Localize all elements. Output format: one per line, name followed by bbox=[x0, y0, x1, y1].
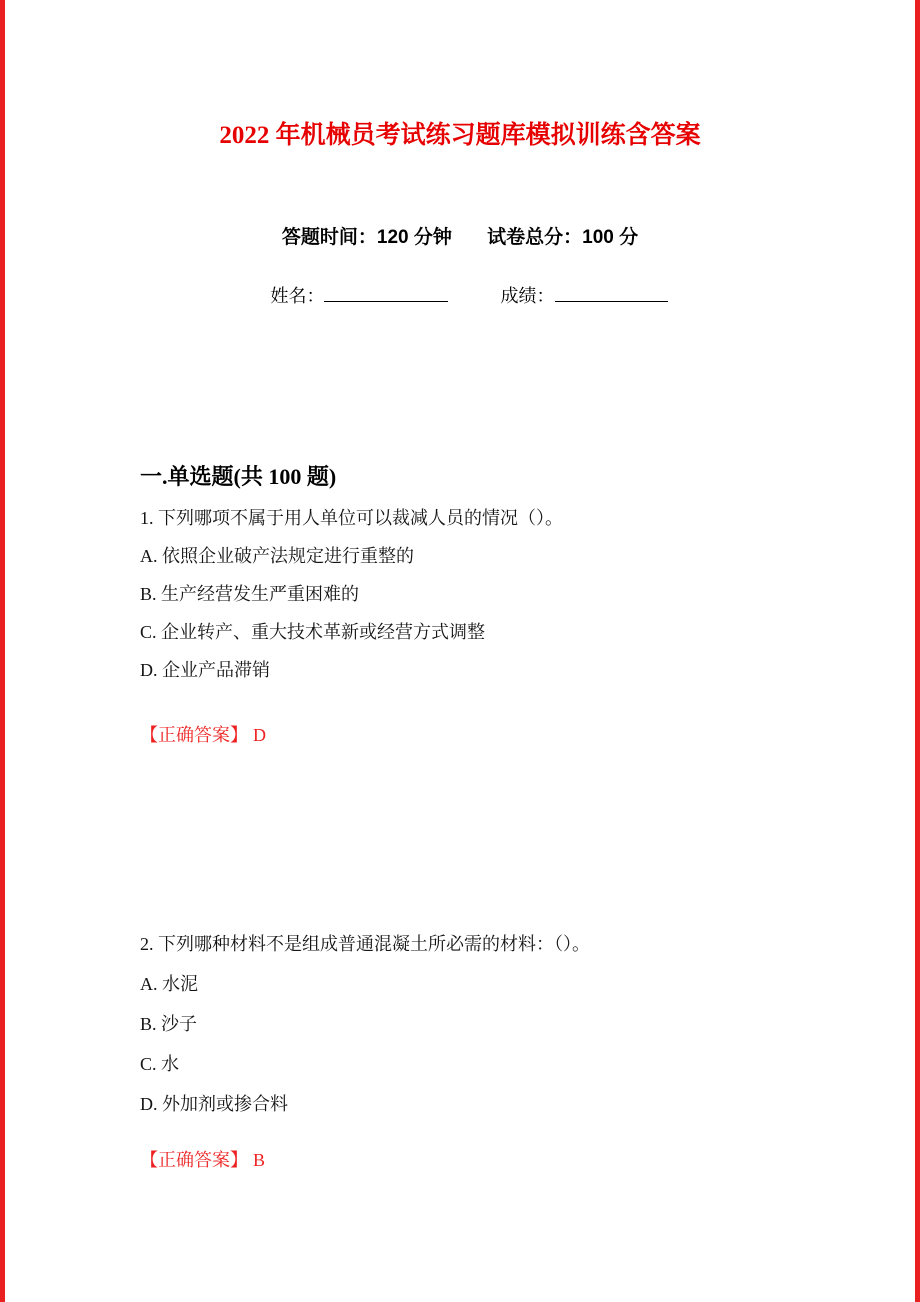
option-d: D. 企业产品滞销 bbox=[140, 660, 270, 680]
name-score-line bbox=[0, 283, 920, 308]
score-blank-line bbox=[555, 283, 668, 302]
option-b: B. 沙子 bbox=[140, 1014, 198, 1034]
section-heading: 一.单选题(共 100 题) bbox=[140, 464, 337, 489]
question-list bbox=[0, 463, 920, 1172]
question-stem: 1. 下列哪项不属于用人单位可以裁减人员的情况（）。 bbox=[140, 508, 563, 528]
answer-time-label: 答题时间：120 分钟 bbox=[281, 227, 452, 248]
question-block-2 bbox=[140, 932, 830, 1172]
option-d: D. 外加剂或掺合料 bbox=[140, 1094, 288, 1114]
answer-prefix: 【正确答案】 bbox=[140, 725, 248, 745]
name-label: 姓名： bbox=[270, 286, 325, 306]
option-c: C. 企业转产、重大技术革新或经营方式调整 bbox=[140, 622, 486, 642]
question-stem: 2. 下列哪种材料不是组成普通混凝土所必需的材料：（）。 bbox=[140, 934, 590, 954]
answer-letter: D bbox=[253, 725, 266, 745]
name-blank-line bbox=[324, 283, 448, 302]
answer-letter: B bbox=[253, 1150, 266, 1170]
exam-meta-line bbox=[0, 226, 920, 250]
option-b: B. 生产经营发生严重困难的 bbox=[140, 584, 360, 604]
option-c: C. 水 bbox=[140, 1054, 180, 1074]
right-edge-bar bbox=[915, 0, 920, 1302]
left-edge-bar bbox=[0, 0, 5, 1302]
option-a: A. 水泥 bbox=[140, 974, 198, 994]
score-label: 成绩： bbox=[500, 286, 555, 306]
answer-prefix: 【正确答案】 bbox=[140, 1150, 248, 1170]
page-title: 2022 年机械员考试练习题库模拟训练含答案 bbox=[219, 122, 701, 149]
correct-answer-line bbox=[140, 723, 830, 747]
total-score-label: 试卷总分：100 分 bbox=[487, 227, 639, 248]
correct-answer-line bbox=[140, 1148, 830, 1172]
option-a: A. 依照企业破产法规定进行重整的 bbox=[140, 546, 414, 566]
question-block-1 bbox=[140, 506, 830, 747]
